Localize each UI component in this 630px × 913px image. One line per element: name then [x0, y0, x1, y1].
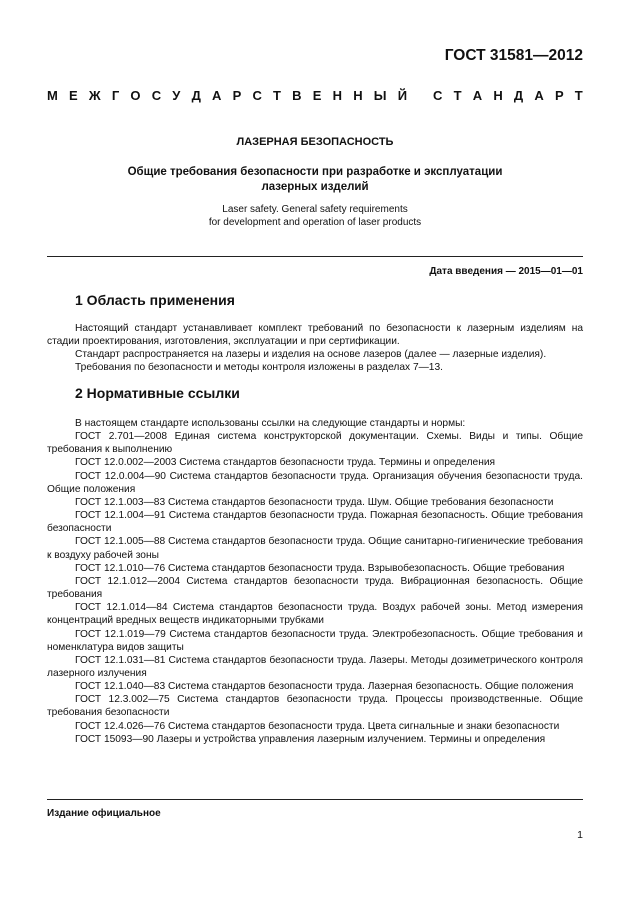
banner-letter: М [47, 88, 58, 103]
reference-item: ГОСТ 12.1.040—83 Система стандартов безопасности труда. Лазерная безопасность. Общие положения [75, 681, 574, 693]
interstate-standard-banner [47, 88, 583, 103]
paragraph: В настоящем стандарте использованы ссылки на следующие стандарты и нормы: [75, 418, 466, 429]
banner-letter: Е [312, 88, 322, 103]
reference-item: ГОСТ 12.1.014—84 Система стандартов безопасности труда. Воздух рабочей зоны. Метод измерения концентраций вредных веществ индикаторными трубками [47, 602, 583, 627]
english-title [47, 203, 583, 229]
reference-item: ГОСТ 15093—90 Лазеры и устройства управления лазерным излучением. Термины и определения [75, 733, 546, 745]
paragraph: Настоящий стандарт устанавливает комплект требований по безопасности к лазерным изделиям на стадии проектирования, изготовления, эксплуатации и при сертификации. [47, 323, 583, 348]
banner-letter: Г [111, 88, 120, 103]
subtitle-line-1: Общие требования безопасности при разработке и эксплуатации [127, 166, 503, 178]
section-1-body [47, 322, 583, 375]
banner-letter: Й [397, 88, 408, 103]
banner-letter: Т [574, 88, 583, 103]
banner-letter: Ы [373, 88, 387, 103]
page-number: 1 [577, 829, 583, 841]
reference-item: ГОСТ 12.1.003—83 Система стандартов безопасности труда. Шум. Общие требования безопасности [75, 496, 554, 508]
banner-letter: А [472, 88, 483, 103]
banner-letter: Е [69, 88, 78, 103]
subtitle-line-2: лазерных изделий [261, 181, 369, 193]
banner-letter: Н [353, 88, 363, 103]
banner-letter: Т [453, 88, 462, 103]
reference-item: ГОСТ 12.1.005—88 Система стандартов безопасности труда. Общие санитарно-гигиенические требования к воздуху рабочей зоны [47, 536, 583, 561]
reference-item: ГОСТ 2.701—2008 Единая система конструкторской документации. Схемы. Виды и типы. Общие требования к выполнению [47, 431, 583, 456]
banner-letter: Ж [88, 88, 101, 103]
banner-letter: А [212, 88, 222, 103]
banner-letter: С [151, 88, 162, 103]
banner-letter: Р [554, 88, 564, 103]
banner-letter: У [172, 88, 181, 103]
reference-item: ГОСТ 12.1.012—2004 Система стандартов безопасности труда. Вибрационная безопасность. Общие требования [47, 575, 583, 601]
reference-item: ГОСТ 12.4.026—76 Система стандартов безопасности труда. Цвета сигнальные и знаки безопасности [75, 720, 560, 732]
paragraph: Стандарт распространяется на лазеры и изделия на основе лазеров (далее — лазерные изделия). [75, 349, 547, 361]
banner-letter: Н [493, 88, 503, 103]
footer-divider [47, 799, 583, 800]
banner-letter: Р [232, 88, 242, 103]
banner-letter: Н [332, 88, 342, 103]
banner-letter: В [292, 88, 302, 103]
banner-letter: С [433, 88, 443, 103]
banner-letter: Д [513, 88, 524, 103]
document-title: ЛАЗЕРНАЯ БЕЗОПАСНОСТЬ [236, 136, 394, 148]
banner-letter: Д [191, 88, 201, 103]
reference-item: ГОСТ 12.1.019—79 Система стандартов безопасности труда. Электробезопасность. Общие требования и номенклатура видов защиты [47, 628, 583, 653]
effective-date: Дата введения — 2015—01—01 [429, 266, 583, 277]
banner-letter: А [534, 88, 544, 103]
official-edition-label: Издание официальное [47, 808, 161, 819]
reference-item: ГОСТ 12.0.002—2003 Система стандартов безопасности труда. Термины и определения [75, 457, 496, 469]
reference-item: ГОСТ 12.1.004—91 Система стандартов безопасности труда. Пожарная безопасность. Общие требования безопасности [47, 510, 583, 535]
section-2-body [47, 417, 583, 746]
reference-item: ГОСТ 12.1.031—81 Система стандартов безопасности труда. Лазеры. Методы дозиметрического контроля лазерного излучения [47, 654, 583, 679]
english-title-line-1: Laser safety. General safety requirements [222, 204, 408, 215]
banner-letter: О [130, 88, 141, 103]
section-1-heading: 1 Область применения [75, 292, 235, 308]
paragraph: Требования по безопасности и методы контроля изложены в разделах 7—13. [75, 362, 443, 374]
banner-letter: Т [273, 88, 281, 103]
banner-letter [418, 88, 422, 103]
reference-item: ГОСТ 12.1.010—76 Система стандартов безопасности труда. Взрывобезопасность. Общие требования [75, 562, 565, 574]
section-2-heading: 2 Нормативные ссылки [75, 385, 240, 401]
english-title-line-2: for development and operation of laser products [208, 217, 422, 228]
header-divider [47, 256, 583, 257]
document-subtitle [47, 165, 583, 195]
document-code: ГОСТ 31581—2012 [444, 47, 583, 64]
reference-item: ГОСТ 12.3.002—75 Система стандартов безопасности труда. Процессы производственные. Общие требования безопасности [47, 694, 583, 719]
banner-letter: С [252, 88, 262, 103]
reference-item: ГОСТ 12.0.004—90 Система стандартов безопасности труда. Организация обучения безопасности труда. Общие положения [47, 470, 583, 495]
